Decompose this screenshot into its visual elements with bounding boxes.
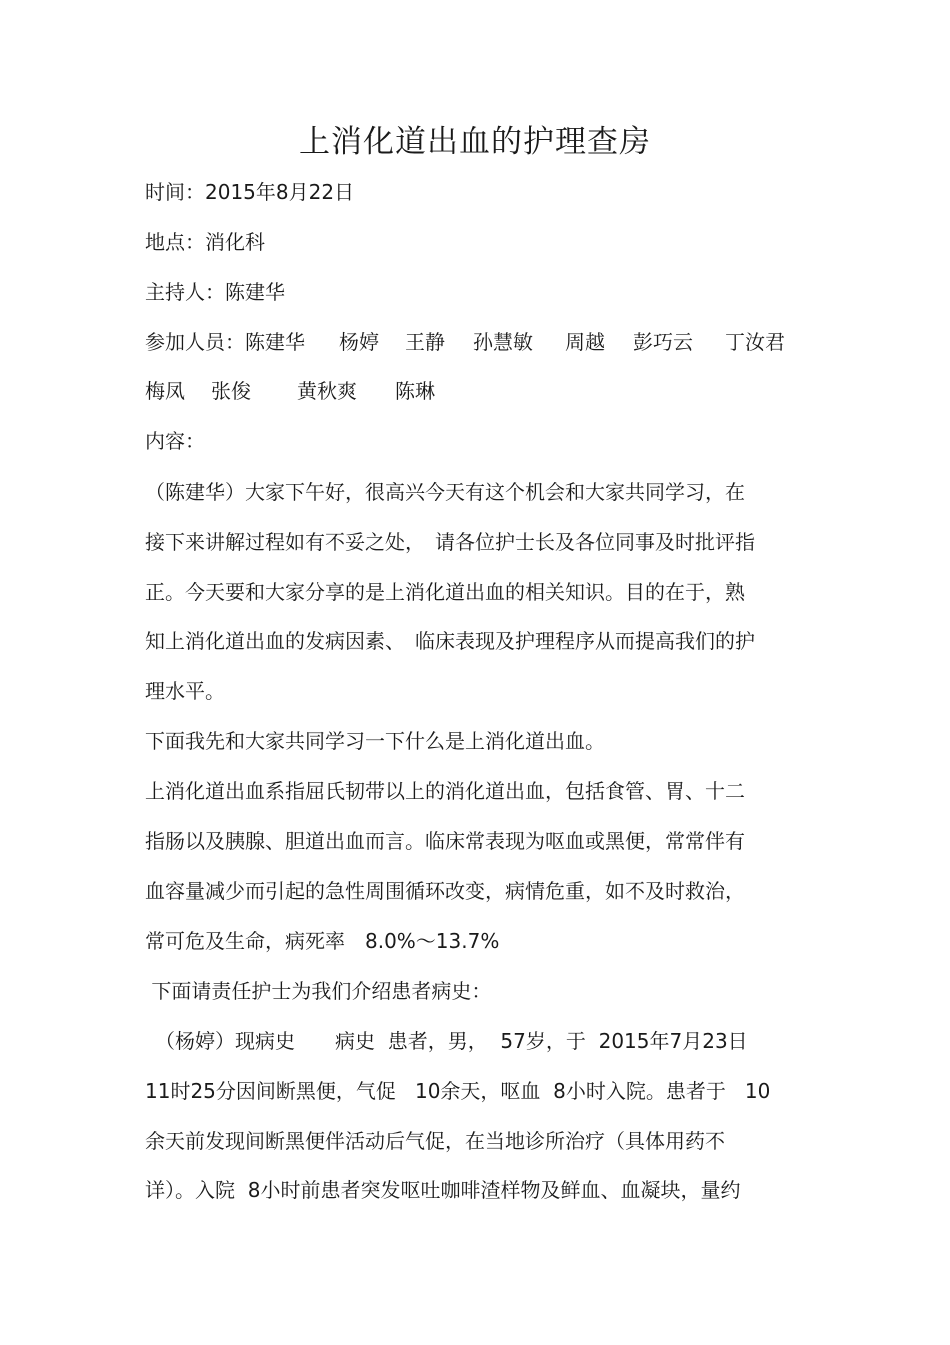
- paragraph-line: （陈建华）大家下午好，很高兴今天有这个机会和大家共同学习，在: [145, 480, 745, 504]
- paragraph-line: 11时25分因间断黑便，气促 10余天，呕血 8小时入院。患者于 10: [145, 1079, 771, 1103]
- participants-label: 参加人员：: [145, 330, 245, 354]
- place-value: 消化科: [205, 230, 265, 254]
- document-title: 上消化道出血的护理查房: [299, 124, 651, 160]
- meta-participants: [145, 328, 785, 356]
- meta-participants-row2: [145, 377, 435, 405]
- paragraph-line: 理水平。: [145, 679, 225, 703]
- paragraph-line: 正。今天要和大家分享的是上消化道出血的相关知识。目的在于，熟: [145, 580, 745, 604]
- participant-name: 陈琳: [395, 379, 435, 403]
- meta-host: [145, 278, 285, 306]
- participant-name: 王静: [405, 330, 445, 354]
- paragraph-line: 常可危及生命，病死率 8.0%～13.7%: [145, 929, 500, 953]
- participant-name: 陈建华: [245, 330, 305, 354]
- participant-name: 杨婷: [339, 330, 379, 354]
- time-label: 时间：: [145, 180, 205, 204]
- paragraph-line: 接下来讲解过程如有不妥之处， 请各位护士长及各位同事及时批评指: [145, 530, 755, 554]
- participant-name: 孙慧敏: [473, 330, 533, 354]
- content-label: 内容：: [145, 429, 205, 453]
- paragraph-line: 指肠以及胰腺、胆道出血而言。临床常表现为呕血或黑便，常常伴有: [145, 829, 745, 853]
- host-value: 陈建华: [225, 280, 285, 304]
- host-label: 主持人：: [145, 280, 225, 304]
- participant-name: 张俊: [211, 379, 251, 403]
- paragraph-line: 知上消化道出血的发病因素、 临床表现及护理程序从而提高我们的护: [145, 629, 755, 653]
- participant-name: 丁汝君: [725, 330, 785, 354]
- paragraph-line: 余天前发现间断黑便伴活动后气促，在当地诊所治疗（具体用药不: [145, 1129, 725, 1153]
- paragraph-line: 下面我先和大家共同学习一下什么是上消化道出血。: [145, 729, 605, 753]
- participant-name: 彭巧云: [633, 330, 693, 354]
- paragraph-line: 血容量减少而引起的急性周围循环改变，病情危重，如不及时救治，: [145, 879, 745, 903]
- paragraph-line: （杨婷）现病史 病史 患者，男， 57岁，于 2015年7月23日: [145, 1029, 748, 1053]
- paragraph-line: 详）。入院 8小时前患者突发呕吐咖啡渣样物及鲜血、血凝块，量约: [145, 1178, 741, 1202]
- participant-name: 黄秋爽: [297, 379, 357, 403]
- participant-name: 梅凤: [145, 379, 185, 403]
- meta-time: [145, 178, 354, 206]
- meta-place: [145, 228, 265, 256]
- paragraph-line: 上消化道出血系指屈氏韧带以上的消化道出血，包括食管、胃、十二: [145, 779, 745, 803]
- place-label: 地点：: [145, 230, 205, 254]
- time-value: 2015年8月22日: [205, 180, 355, 204]
- participant-name: 周越: [565, 330, 605, 354]
- paragraph-line: 下面请责任护士为我们介绍患者病史：: [145, 979, 492, 1003]
